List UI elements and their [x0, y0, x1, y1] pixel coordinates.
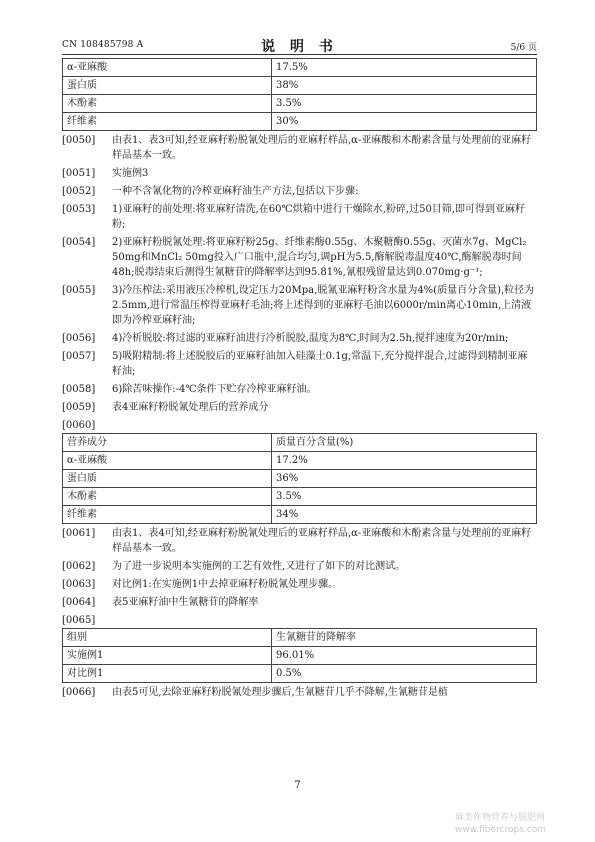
table-cell: 96.01% [272, 647, 537, 665]
table-cell: 30% [272, 113, 537, 131]
header-divider [62, 54, 537, 55]
column-header: 质量百分含量(%) [272, 434, 537, 452]
paragraph-0058 [62, 382, 537, 397]
table-cell: 17.5% [272, 59, 537, 77]
paragraph-0063 [62, 577, 537, 592]
paragraph-0064 [62, 595, 537, 610]
table-row [63, 113, 537, 131]
table-cell: 纤维素 [63, 506, 272, 524]
table-cell: α-亚麻酸 [63, 59, 272, 77]
table-row [63, 665, 537, 683]
table-cell: α-亚麻酸 [63, 452, 272, 470]
watermark-title: 麻类作物营养与脱肥网 [455, 813, 546, 823]
page-header [62, 36, 537, 55]
paragraph-text: 1)亚麻籽的前处理:将亚麻籽清洗,在60℃烘箱中进行干燥除水,粉碎,过50目筛,即可得到亚麻籽粉; [112, 204, 525, 230]
paragraph-number: [0058] [62, 384, 96, 395]
paragraph-0053 [62, 202, 537, 232]
table-header-row [63, 629, 537, 647]
table-cell: 纤维素 [63, 113, 272, 131]
paragraph-number: [0056] [62, 333, 96, 344]
table-row [63, 470, 537, 488]
paragraph-0054 [62, 235, 537, 280]
patent-number: CN 108485798 A [62, 40, 144, 50]
table-cell: 3.5% [272, 95, 537, 113]
paragraph-text: 由表5可见,去除亚麻籽粉脱氰处理步骤后,生氰糖苷几乎不降解,生氰糖苷是植 [112, 687, 448, 698]
paragraph-text: 表4亚麻籽粉脱氰处理后的营养成分 [112, 402, 269, 413]
paragraph-text: 一种不含氰化物的冷榨亚麻籽油生产方法,包括以下步骤: [112, 186, 359, 197]
paragraph-number: [0063] [62, 579, 96, 590]
column-header: 营养成分 [63, 434, 272, 452]
paragraph-0066 [62, 685, 537, 700]
paragraph-number: [0060] [62, 420, 96, 431]
paragraph-number: [0051] [62, 168, 96, 179]
paragraph-number: [0062] [62, 561, 96, 572]
paragraph-text: 由表1、表3可知,经亚麻籽粉脱氰处理后的亚麻籽样品,α-亚麻酸和木酚素含量与处理前的亚麻籽样品基本一致。 [112, 135, 532, 161]
paragraph-text: 对比例1:在实施例1中去掉亚麻籽粉脱氰处理步骤。 [112, 579, 339, 590]
paragraph-number: [0064] [62, 597, 96, 608]
table-cell: 17.2% [272, 452, 537, 470]
table-cell: 34% [272, 506, 537, 524]
paragraph-0055 [62, 283, 537, 328]
table-row [63, 59, 537, 77]
page-number: 7 [294, 780, 301, 791]
table-cell: 3.5% [272, 488, 537, 506]
table-row [63, 77, 537, 95]
paragraph-text: 由表1、表4可知,经亚麻籽粉脱氰处理后的亚麻籽样品,α-亚麻酸和木酚素含量与处理前的亚麻籽样品基本一致。 [112, 528, 532, 554]
document-body [62, 58, 537, 700]
paragraph-0065 [62, 613, 537, 628]
paragraph-number: [0057] [62, 351, 96, 362]
paragraph-0062 [62, 559, 537, 574]
page-indicator: 5/6 页 [510, 43, 537, 53]
table-3-continued [62, 58, 537, 131]
table-cell: 0.5% [272, 665, 537, 683]
paragraph-0060 [62, 418, 537, 433]
table-cell: 36% [272, 470, 537, 488]
table-row [63, 452, 537, 470]
column-header: 生氰糖苷的降解率 [272, 629, 537, 647]
watermark-url: www.fibercrops.com [455, 825, 546, 835]
paragraph-number: [0061] [62, 528, 96, 539]
table-row [63, 506, 537, 524]
table-cell: 实施例1 [63, 647, 272, 665]
table-row [63, 488, 537, 506]
paragraph-text: 5)吸附精制:将上述脱胶后的亚麻籽油加入硅藻土0.1g,常温下,充分搅拌混合,过滤得到精制亚麻籽油; [112, 351, 528, 377]
paragraph-number: [0050] [62, 135, 96, 146]
column-header: 组别 [63, 629, 272, 647]
paragraph-0056 [62, 331, 537, 346]
table-row [63, 647, 537, 665]
paragraph-number: [0066] [62, 687, 96, 698]
paragraph-0050 [62, 133, 537, 163]
paragraph-number: [0052] [62, 186, 96, 197]
table-4 [62, 433, 537, 524]
table-cell: 蛋白质 [63, 77, 272, 95]
paragraph-text: 实施例3 [112, 168, 149, 179]
table-cell: 蛋白质 [63, 470, 272, 488]
paragraph-number: [0059] [62, 402, 96, 413]
table-cell: 木酚素 [63, 488, 272, 506]
paragraph-0052 [62, 184, 537, 199]
paragraph-number: [0065] [62, 615, 96, 626]
paragraph-text: 为了进一步说明本实施例的工艺有效性,又进行了如下的对比测试。 [112, 561, 406, 572]
paragraph-number: [0055] [62, 285, 96, 296]
paragraph-0051 [62, 166, 537, 181]
table-header-row [63, 434, 537, 452]
paragraph-number: [0054] [62, 237, 96, 248]
paragraph-text: 表5亚麻籽油中生氰糖苷的降解率 [112, 597, 259, 608]
table-5 [62, 628, 537, 683]
site-watermark [455, 812, 590, 836]
paragraph-number: [0053] [62, 204, 96, 215]
paragraph-0057 [62, 349, 537, 379]
paragraph-text: 4)冷析脱胶:将过滤的亚麻籽油进行冷析脱胶,温度为8℃,时间为2.5h,搅拌速度为20r/min; [112, 333, 509, 344]
table-cell: 对比例1 [63, 665, 272, 683]
paragraph-0061 [62, 526, 537, 556]
table-row [63, 95, 537, 113]
document-title: 说 明 书 [261, 39, 338, 55]
paragraph-text: 2)亚麻籽粉脱氰处理:将亚麻籽粉25g、纤维素酶0.55g、木聚糖酶0.55g、灭菌水7g、MgCl₂ 50mg和MnCl₂ 50mg投入广口瓶中,混合均匀,调pH为5.5,酶解脱毒温度40℃,酶解脱毒时间48h;脱毒结束后测得生氰糖苷的降解率达到95.81%,氰根残留量达到0.070mg·g⁻¹; [112, 237, 527, 278]
table-cell: 木酚素 [63, 95, 272, 113]
paragraph-text: 3)冷压榨法:采用液压冷榨机,设定压力20Mpa,脱氰亚麻籽粉含水量为4%(质量百分含量),粒径为2.5mm,进行常温压榨得亚麻籽毛油;将上述得到的亚麻籽毛油以6000r/min离心10min,上清液即为冷榨亚麻籽油; [112, 285, 535, 326]
table-cell: 38% [272, 77, 537, 95]
paragraph-text: 6)除苦味操作:-4℃条件下贮存冷榨亚麻籽油。 [112, 384, 317, 395]
paragraph-0059 [62, 400, 537, 415]
